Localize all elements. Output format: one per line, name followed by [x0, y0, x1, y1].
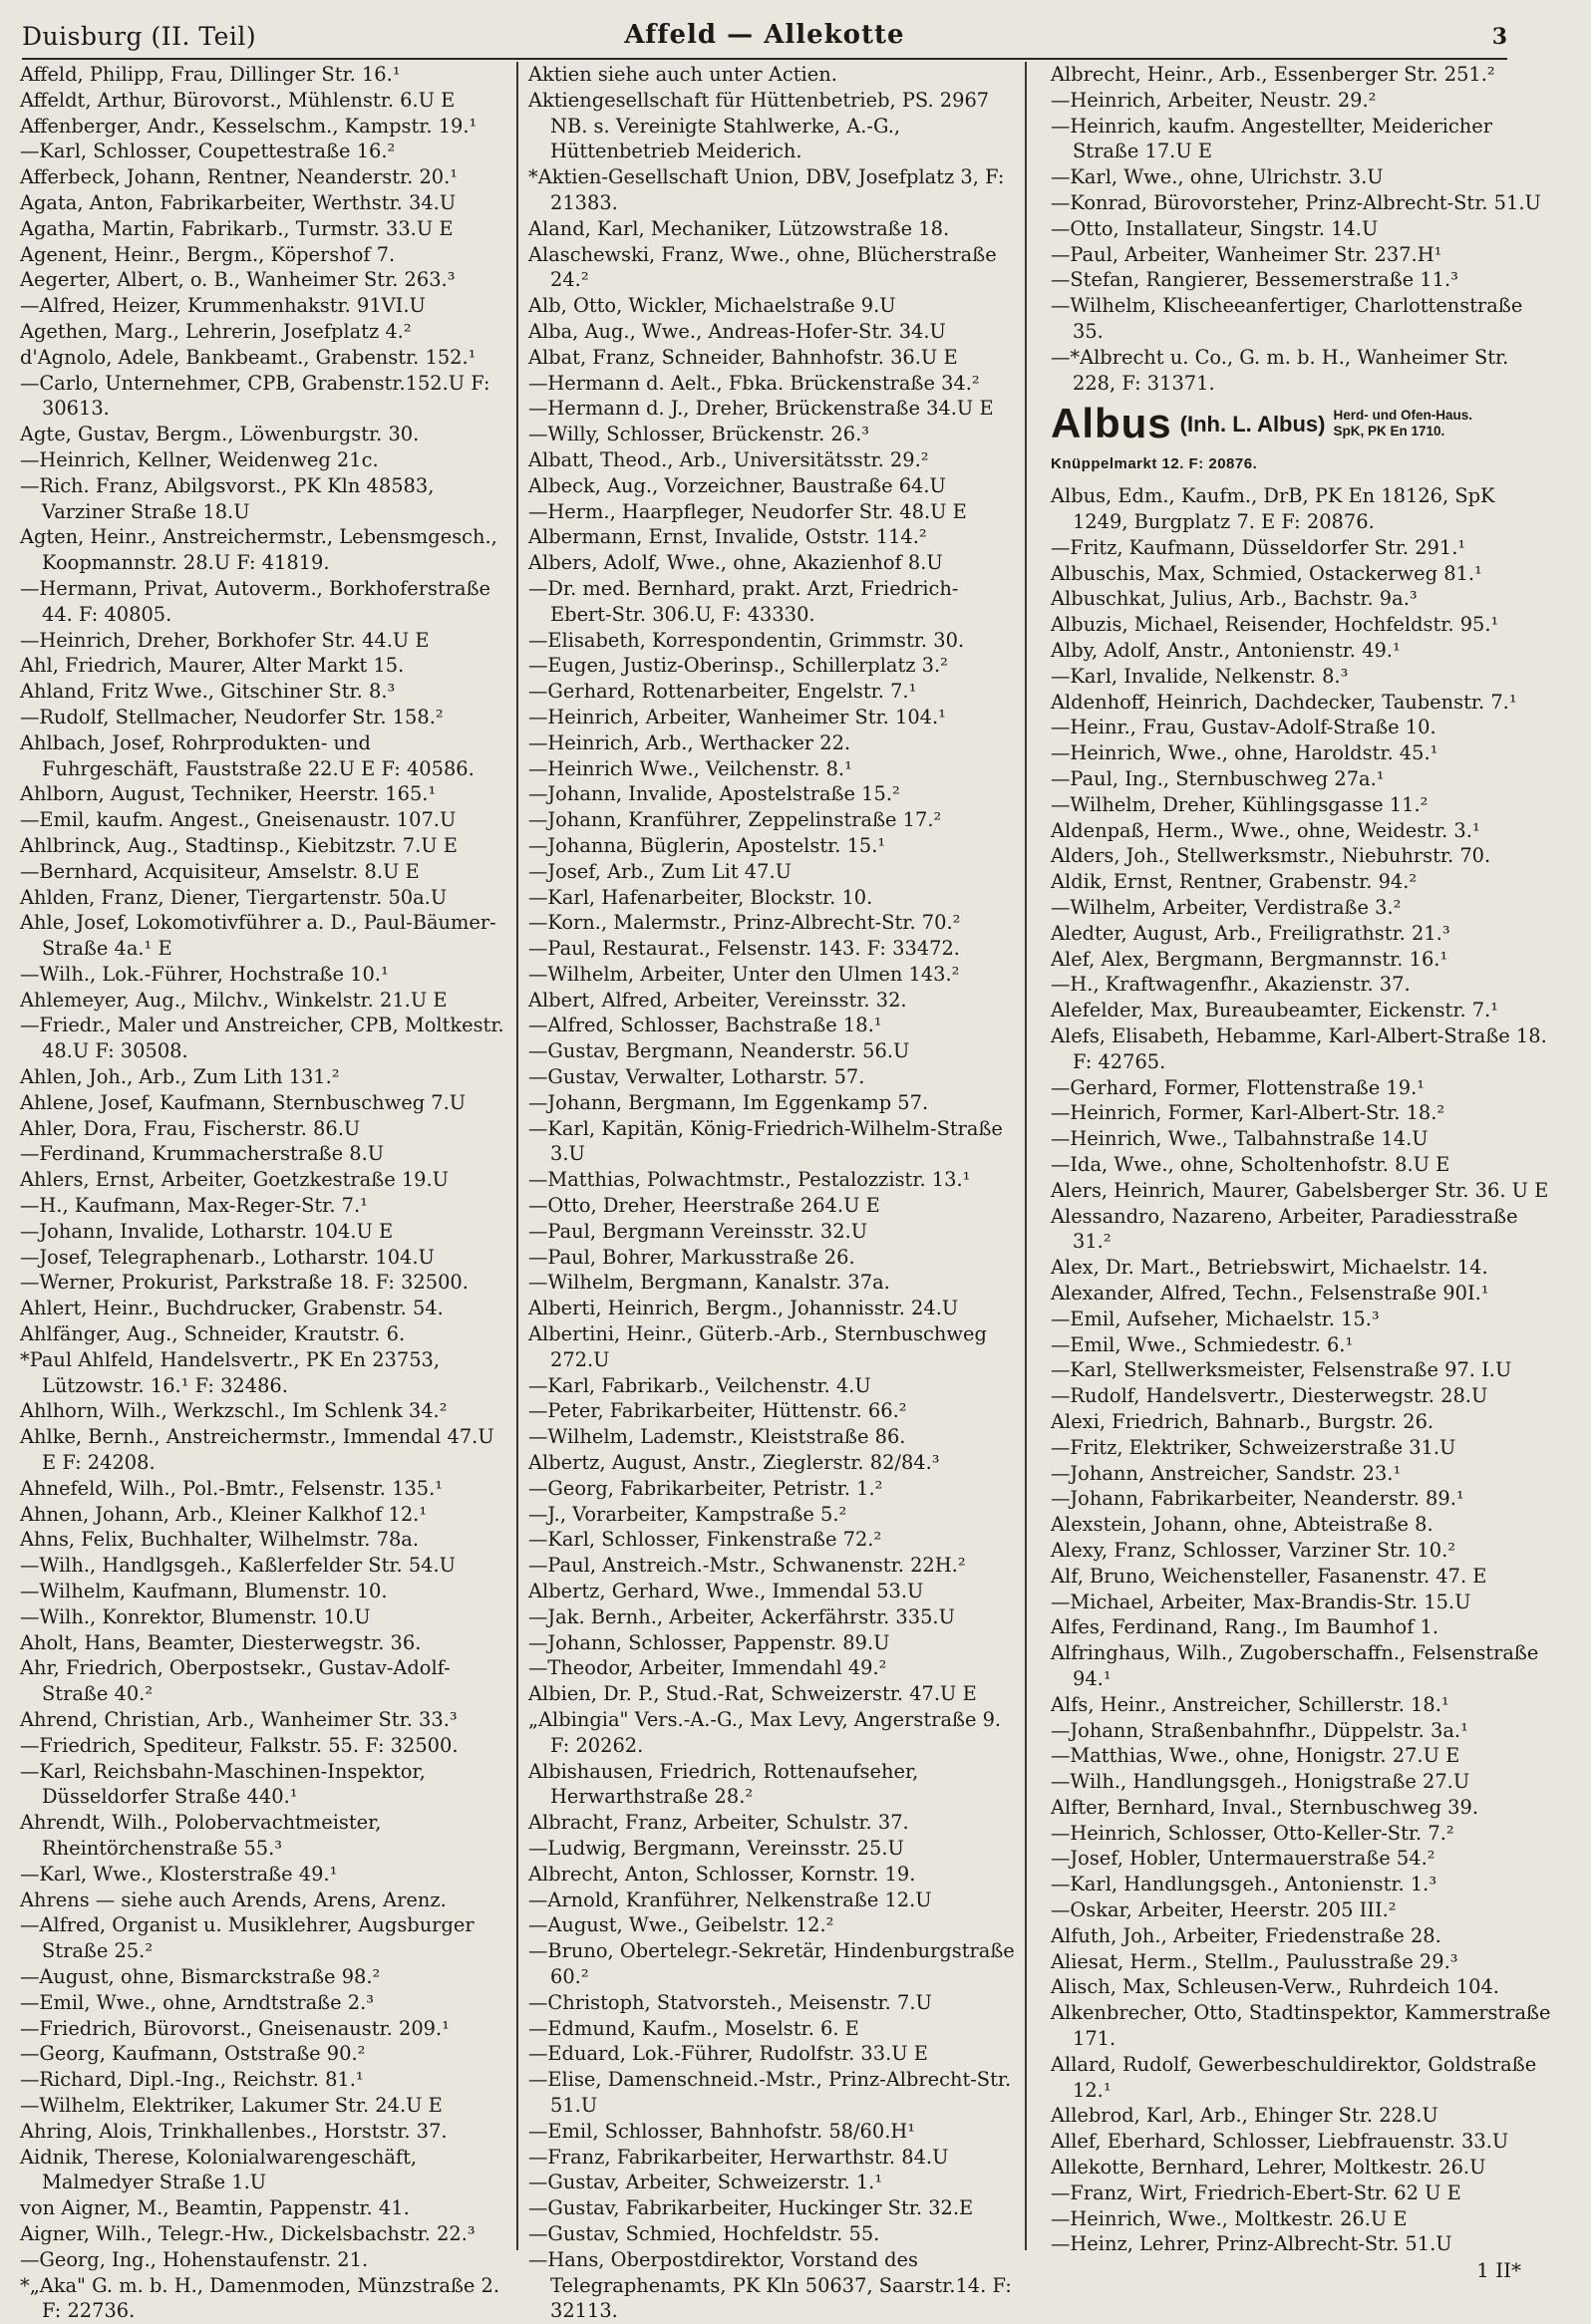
- directory-entry: Ahlene, Josef, Kaufmann, Sternbuschweg 7.U: [20, 1090, 467, 1114]
- directory-entry: —Heinrich, Former, Karl-Albert-Str. 18.²: [1051, 1101, 1445, 1125]
- directory-entry: —Edmund, Kaufm., Moselstr. 6. E: [528, 2016, 859, 2040]
- directory-entry: Ahns, Felix, Buchhalter, Wilhelmstr. 78a.: [20, 1528, 420, 1552]
- directory-entry: Agata, Anton, Fabrikarbeiter, Werthstr. 34.U: [20, 190, 457, 214]
- directory-entry: —Heinr., Frau, Gustav-Adolf-Straße 10.: [1051, 716, 1436, 739]
- directory-entry: Alfs, Heinr., Anstreicher, Schillerstr. 18.¹: [1051, 1692, 1449, 1716]
- directory-entry: —Johann, Invalide, Apostelstraße 15.²: [528, 782, 900, 806]
- directory-entry: —Heinrich, Arb., Werthacker 22.: [528, 730, 851, 754]
- directory-entry: Alers, Heinrich, Maurer, Gabelsberger Str. 36. U E: [1051, 1178, 1549, 1202]
- directory-entry: —Georg, Ing., Hohenstaufenstr. 21.: [20, 2247, 369, 2271]
- directory-entry: Alef, Alex, Bergmann, Bergmannstr. 16.¹: [1051, 947, 1448, 971]
- directory-entry: —Heinrich, Wwe., ohne, Haroldstr. 45.¹: [1051, 741, 1438, 765]
- directory-entry: Aholt, Hans, Beamter, Diesterwegstr. 36.: [20, 1630, 422, 1654]
- directory-entry: —Konrad, Bürovorsteher, Prinz-Albrecht-Str. 51.U: [1051, 190, 1541, 214]
- directory-entry: —Werner, Prokurist, Parkstraße 18. F: 32500.: [20, 1271, 469, 1295]
- directory-entry: —Eduard, Lok.-Führer, Rudolfstr. 33.U E: [528, 2042, 928, 2066]
- directory-entry: *„Aka" G. m. b. H., Damenmoden, Münzstraße 2. F: 22736.: [20, 2273, 500, 2323]
- directory-entry: Ahring, Alois, Trinkhallenbes., Horststr. 37.: [20, 2119, 448, 2143]
- directory-entry: Albuschis, Max, Schmied, Ostackerweg 81.¹: [1051, 561, 1482, 585]
- directory-entry: —Christoph, Statvorsteh., Meisenstr. 7.U: [528, 1990, 932, 2014]
- directory-entry: Aegerter, Albert, o. B., Wanheimer Str. 263.³: [20, 268, 456, 292]
- directory-entry: —Johann, Fabrikarbeiter, Neanderstr. 89.¹: [1051, 1487, 1464, 1511]
- directory-entry: Albracht, Franz, Arbeiter, Schulstr. 37.: [528, 1811, 909, 1835]
- ad-account: SpK, PK En 1710.: [1333, 424, 1445, 439]
- directory-entry: Ahrens — siehe auch Arends, Arens, Arenz.: [20, 1888, 447, 1911]
- header-range: Affeld — Allekotte: [624, 20, 905, 50]
- directory-entry: Alba, Aug., Wwe., Andreas-Hofer-Str. 34.U: [528, 319, 946, 343]
- directory-entry: —Franz, Fabrikarbeiter, Herwarthstr. 84.U: [528, 2145, 949, 2169]
- directory-entry: —Gustav, Verwalter, Lotharstr. 57.: [528, 1065, 865, 1089]
- ad-address: Knüppelmarkt 12. F: 20876.: [1051, 455, 1258, 473]
- directory-entry: —Rudolf, Stellmacher, Neudorfer Str. 158.²: [20, 705, 444, 728]
- directory-entry: Agten, Heinr., Anstreichermstr., Lebensmgesch., Koopmannstr. 28.U F: 41819.: [20, 525, 497, 575]
- directory-entry: Ahl, Friedrich, Maurer, Alter Markt 15.: [20, 654, 405, 678]
- directory-entry: Ahnefeld, Wilh., Pol.-Bmtr., Felsenstr. 135.¹: [20, 1476, 444, 1500]
- directory-entry: Agenent, Heinr., Bergm., Köpershof 7.: [20, 242, 396, 266]
- directory-entry: —Johann, Anstreicher, Sandstr. 23.¹: [1051, 1461, 1402, 1485]
- directory-entry: —Wilhelm, Kaufmann, Blumenstr. 10.: [20, 1580, 388, 1603]
- directory-entry: Albertz, Gerhard, Wwe., Immendal 53.U: [528, 1580, 924, 1603]
- directory-entry: —Wilh., Lok.-Führer, Hochstraße 10.¹: [20, 962, 389, 986]
- page-header: [22, 18, 1507, 60]
- directory-entry: —Fritz, Kaufmann, Düsseldorfer Str. 291.¹: [1051, 535, 1466, 559]
- ad-name: Albus: [1051, 400, 1172, 447]
- directory-entry: Aigner, Wilh., Telegr.-Hw., Dickelsbachstr. 22.³: [20, 2221, 476, 2245]
- directory-entry: Aktiengesellschaft für Hüttenbetrieb, PS. 2967 NB. s. Vereinigte Stahlwerke, A.-G., Hüttenbetrieb Meiderich.: [528, 88, 990, 163]
- directory-entry: —Bruno, Obertelegr.-Sekretär, Hindenburgstraße 60.²: [528, 1939, 1015, 1988]
- directory-entry: Agethen, Marg., Lehrerin, Josefplatz 4.²: [20, 319, 412, 343]
- directory-entry: —Alfred, Organist u. Musiklehrer, Augsburger Straße 25.²: [20, 1913, 475, 1963]
- directory-entry: Aland, Karl, Mechaniker, Lützowstraße 18.: [528, 216, 950, 240]
- directory-entry: —Bernhard, Acquisiteur, Amselstr. 8.U E: [20, 859, 420, 883]
- page-number: 3: [1491, 24, 1507, 50]
- directory-entry: —Ferdinand, Krummacherstraße 8.U: [20, 1142, 385, 1166]
- directory-entry: —Otto, Dreher, Heerstraße 264.U E: [528, 1194, 880, 1218]
- directory-entry: —Wilh., Handlungsgeh., Honigstraße 27.U: [1051, 1770, 1470, 1794]
- directory-entry: Alf, Bruno, Weichensteller, Fasanenstr. 47. E: [1051, 1564, 1487, 1588]
- directory-entry: —Theodor, Arbeiter, Immendahl 49.²: [528, 1656, 887, 1680]
- directory-entry: —H., Kraftwagenfhr., Akazienstr. 37.: [1051, 973, 1411, 997]
- directory-entry: —Karl, Schlosser, Coupettestraße 16.²: [20, 140, 396, 163]
- directory-entry: —Hermann d. Aelt., Fbka. Brückenstraße 34.²: [528, 371, 980, 395]
- directory-entry: —Johanna, Büglerin, Apostelstr. 15.¹: [528, 833, 886, 857]
- directory-entry: —Johann, Straßenbahnfhr., Düppelstr. 3a.¹: [1051, 1718, 1468, 1742]
- page-footer: 1 II*: [1476, 2258, 1521, 2282]
- directory-entry: Albrecht, Anton, Schlosser, Kornstr. 19.: [528, 1862, 916, 1886]
- directory-entry: Albus, Edm., Kaufm., DrB, PK En 18126, SpK 1249, Burgplatz 7. E F: 20876.: [1051, 484, 1495, 534]
- directory-entry: —Karl, Wwe., ohne, Ulrichstr. 3.U: [1051, 165, 1384, 189]
- directory-entry: —Elise, Damenschneid.-Mstr., Prinz-Albrecht-Str. 51.U: [528, 2068, 1012, 2117]
- column-3-top: [1051, 62, 1555, 396]
- directory-entry: —Wilhelm, Arbeiter, Unter den Ulmen 143.²: [528, 962, 960, 986]
- directory-entry: Ahlborn, August, Techniker, Heerstr. 165.¹: [20, 782, 437, 806]
- directory-entry: Aledter, August, Arb., Freiligrathstr. 21.³: [1051, 921, 1450, 945]
- directory-entry: —Wilhelm, Elektriker, Lakumer Str. 24.U E: [20, 2093, 443, 2117]
- ad-details: [1334, 408, 1473, 439]
- directory-entry: —August, ohne, Bismarckstraße 98.²: [20, 1964, 381, 1988]
- directory-entry: —Wilh., Konrektor, Blumenstr. 10.U: [20, 1604, 371, 1628]
- directory-entry: —Josef, Telegraphenarb., Lotharstr. 104.U: [20, 1245, 435, 1269]
- directory-entry: Allekotte, Bernhard, Lehrer, Moltkestr. 26.U: [1051, 2156, 1486, 2179]
- directory-entry: Albertz, August, Anstr., Zieglerstr. 82/84.³: [528, 1451, 940, 1475]
- directory-entry: Ahlbrinck, Aug., Stadtinsp., Kiebitzstr. 7.U E: [20, 833, 458, 857]
- directory-entry: Afferbeck, Johann, Rentner, Neanderstr. 20.¹: [20, 165, 459, 189]
- directory-entry: —Alfred, Heizer, Krummenhakstr. 91VI.U: [20, 294, 426, 318]
- column-1: [20, 62, 518, 2323]
- directory-entry: Albers, Adolf, Wwe., ohne, Akazienhof 8.U: [528, 551, 943, 575]
- directory-entry: —Johann, Bergmann, Im Eggenkamp 57.: [528, 1090, 929, 1114]
- directory-entry: —Paul, Ing., Sternbuschweg 27a.¹: [1051, 767, 1385, 791]
- directory-entry: —Ludwig, Bergmann, Vereinsstr. 25.U: [528, 1836, 904, 1860]
- directory-entry: —Friedrich, Spediteur, Falkstr. 55. F: 32500.: [20, 1733, 459, 1757]
- directory-entry: —Gustav, Schmied, Hochfeldstr. 55.: [528, 2221, 880, 2245]
- directory-entry: —Karl, Stellwerksmeister, Felsenstraße 97. I.U: [1051, 1358, 1512, 1382]
- directory-entry: —Wilhelm, Arbeiter, Verdistraße 3.²: [1051, 896, 1402, 919]
- directory-entry: —Karl, Invalide, Nelkenstr. 8.³: [1051, 664, 1349, 688]
- directory-entry: Ahr, Friedrich, Oberpostsekr., Gustav-Adolf-Straße 40.²: [20, 1656, 451, 1706]
- directory-entry: Ahlfänger, Aug., Schneider, Krautstr. 6.: [20, 1322, 406, 1346]
- directory-entry: —Wilhelm, Bergmann, Kanalstr. 37a.: [528, 1271, 890, 1295]
- directory-entry: —Emil, Schlosser, Bahnhofstr. 58/60.H¹: [528, 2119, 916, 2143]
- directory-entry: —*Albrecht u. Co., G. m. b. H., Wanheimer Str. 228, F: 31371.: [1051, 345, 1509, 395]
- directory-entry: —Karl, Wwe., Klosterstraße 49.¹: [20, 1862, 338, 1886]
- directory-entry: Affeldt, Arthur, Bürovorst., Mühlenstr. 6.U E: [20, 88, 456, 112]
- directory-entry: —Heinrich, Arbeiter, Wanheimer Str. 104.¹: [528, 705, 946, 728]
- directory-entry: *Paul Ahlfeld, Handelsvertr., PK En 23753, Lützowstr. 16.¹ F: 32486.: [20, 1347, 441, 1397]
- directory-entry: Ahlemeyer, Aug., Milchv., Winkelstr. 21.U E: [20, 988, 448, 1012]
- directory-entry: Alexi, Friedrich, Bahnarb., Burgstr. 26.: [1051, 1409, 1434, 1433]
- directory-entry: —Wilhelm, Klischeeanfertiger, Charlottenstraße 35.: [1051, 294, 1523, 343]
- directory-entry: —Hans, Oberpostdirektor, Vorstand des Telegraphenamts, PK Kln 50637, Saarstr.14. F: 32113.: [528, 2247, 1012, 2323]
- directory-entry: Alex, Dr. Mart., Betriebswirt, Michaelstr. 14.: [1051, 1256, 1488, 1280]
- directory-entry: —Heinrich, Dreher, Borkhofer Str. 44.U E: [20, 628, 430, 652]
- directory-entry: „Albingia" Vers.-A.-G., Max Levy, Angerstraße 9. F: 20262.: [528, 1708, 1002, 1757]
- directory-entry: —Herm., Haarpfleger, Neudorfer Str. 48.U E: [528, 499, 967, 523]
- directory-entry: —Emil, Aufseher, Michaelstr. 15.³: [1051, 1307, 1380, 1330]
- directory-entry: Alkenbrecher, Otto, Stadtinspektor, Kammerstraße 171.: [1051, 2001, 1551, 2051]
- directory-entry: Allef, Eberhard, Schlosser, Liebfrauenstr. 33.U: [1051, 2130, 1509, 2154]
- directory-entry: —Karl, Kapitän, König-Friedrich-Wilhelm-Straße 3.U: [528, 1116, 1003, 1166]
- directory-entry: Aliesat, Herm., Stellm., Paulusstraße 29.³: [1051, 1949, 1458, 1973]
- column-3-bottom: [1051, 483, 1555, 2257]
- directory-entry: —Paul, Bohrer, Markusstraße 26.: [528, 1245, 855, 1269]
- directory-entry: —Emil, Wwe., Schmiedestr. 6.¹: [1051, 1332, 1354, 1356]
- directory-entry: —Heinrich, Wwe., Talbahnstraße 14.U: [1051, 1127, 1429, 1151]
- directory-entry: Aldenpaß, Herm., Wwe., ohne, Weidestr. 3.¹: [1051, 818, 1480, 842]
- ad-business: Herd- und Ofen-Haus.: [1333, 408, 1473, 424]
- directory-entry: Albat, Franz, Schneider, Bahnhofstr. 36.U E: [528, 345, 958, 369]
- directory-entry: Alexstein, Johann, ohne, Abteistraße 8.: [1051, 1513, 1433, 1537]
- directory-entry: Alfes, Ferdinand, Rang., Im Baumhof 1.: [1051, 1615, 1439, 1639]
- column-3: [1037, 62, 1555, 2256]
- directory-entry: Alexy, Franz, Schlosser, Varziner Str. 10.²: [1051, 1538, 1456, 1562]
- directory-entry: —Emil, Wwe., ohne, Arndtstraße 2.³: [20, 1990, 375, 2014]
- directory-entry: Albeck, Aug., Vorzeichner, Baustraße 64.U: [528, 473, 946, 497]
- directory-entry: Alberti, Heinrich, Bergm., Johannisstr. 24.U: [528, 1297, 959, 1320]
- directory-entry: —Gustav, Arbeiter, Schweizerstr. 1.¹: [528, 2171, 883, 2194]
- directory-entry: —Friedrich, Bürovorst., Gneisenaustr. 209.¹: [20, 2016, 450, 2040]
- directory-entry: —Arnold, Kranführer, Nelkenstraße 12.U: [528, 1888, 932, 1911]
- directory-entry: —Wilhelm, Dreher, Kühlingsgasse 11.²: [1051, 792, 1429, 816]
- directory-entry: Ahle, Josef, Lokomotivführer a. D., Paul-Bäumer-Straße 4a.¹ E: [20, 911, 496, 961]
- directory-entry: —Dr. med. Bernhard, prakt. Arzt, Friedrich-Ebert-Str. 306.U, F: 43330.: [528, 576, 959, 626]
- directory-entry: —Paul, Anstreich.-Mstr., Schwanenstr. 22H.²: [528, 1554, 966, 1578]
- ad-owner: (Inh. L. Albus): [1179, 411, 1326, 436]
- directory-entry: —Heinrich, Wwe., Moltkestr. 26.U E: [1051, 2206, 1408, 2230]
- directory-entry: Agte, Gustav, Bergm., Löwenburgstr. 30.: [20, 423, 420, 446]
- column-2: [528, 62, 1027, 2323]
- directory-entry: —Karl, Fabrikarb., Veilchenstr. 4.U: [528, 1373, 871, 1397]
- directory-entry: Affenberger, Andr., Kesselschm., Kampstr. 19.¹: [20, 114, 477, 138]
- directory-entry: Ahrend, Christian, Arb., Wanheimer Str. 33.³: [20, 1708, 458, 1731]
- directory-entry: —Peter, Fabrikarbeiter, Hüttenstr. 66.²: [528, 1399, 907, 1423]
- directory-entry: —Gustav, Bergmann, Neanderstr. 56.U: [528, 1039, 910, 1063]
- directory-entry: *Aktien-Gesellschaft Union, DBV, Josefplatz 3, F: 21383.: [528, 165, 1005, 214]
- header-city: Duisburg (II. Teil): [22, 22, 257, 51]
- directory-entry: —Korn., Malermstr., Prinz-Albrecht-Str. 70.²: [528, 911, 961, 935]
- directory-entry: —Heinrich Wwe., Veilchenstr. 8.¹: [528, 756, 852, 780]
- directory-entry: —Eugen, Justiz-Oberinsp., Schillerplatz 3.²: [528, 654, 948, 678]
- directory-entry: —Franz, Wirt, Friedrich-Ebert-Str. 62 U E: [1051, 2180, 1461, 2204]
- directory-entry: Alexander, Alfred, Techn., Felsenstraße 90I.¹: [1051, 1281, 1489, 1305]
- directory-entry: Aktien siehe auch unter Actien.: [528, 63, 837, 86]
- directory-entry: —Johann, Schlosser, Pappenstr. 89.U: [528, 1630, 890, 1654]
- directory-entry: —Heinrich, Arbeiter, Neustr. 29.²: [1051, 88, 1377, 112]
- directory-entry: —Hermann d. J., Dreher, Brückenstraße 34.U E: [528, 397, 994, 421]
- directory-entry: Ahlers, Ernst, Arbeiter, Goetzkestraße 19.U: [20, 1168, 450, 1192]
- directory-entry: —Rudolf, Handelsvertr., Diesterwegstr. 28.U: [1051, 1384, 1488, 1408]
- directory-entry: Ahlbach, Josef, Rohrprodukten- und Fuhrgeschäft, Fauststraße 22.U E F: 40586.: [20, 730, 475, 780]
- directory-entry: Albrecht, Heinr., Arb., Essenberger Str. 251.²: [1051, 63, 1495, 86]
- directory-entry: —Otto, Installateur, Singstr. 14.U: [1051, 216, 1379, 240]
- directory-entry: Ahland, Fritz Wwe., Gitschiner Str. 8.³: [20, 680, 396, 704]
- directory-entry: Albishausen, Friedrich, Rottenaufseher, Herwarthstraße 28.²: [528, 1759, 919, 1809]
- directory-entry: —Ida, Wwe., ohne, Scholtenhofstr. 8.U E: [1051, 1152, 1450, 1176]
- directory-entry: Alisch, Max, Schleusen-Verw., Ruhrdeich 104.: [1051, 1975, 1499, 1999]
- directory-entry: von Aigner, M., Beamtin, Pappenstr. 41.: [20, 2196, 410, 2220]
- directory-entry: Agatha, Martin, Fabrikarb., Turmstr. 33.U E: [20, 216, 454, 240]
- directory-entry: —Karl, Handlungsgeh., Antonienstr. 1.³: [1051, 1873, 1437, 1896]
- directory-entry: —Matthias, Polwachtmstr., Pestalozzistr. 13.¹: [528, 1168, 971, 1192]
- directory-entry: Alfter, Bernhard, Inval., Sternbuschweg 39.: [1051, 1795, 1479, 1819]
- directory-entry: Alfuth, Joh., Arbeiter, Friedenstraße 28.: [1051, 1923, 1441, 1947]
- directory-entry: Ahlert, Heinr., Buchdrucker, Grabenstr. 54.: [20, 1297, 444, 1320]
- advertisement: [1051, 402, 1555, 445]
- directory-entry: —Paul, Restaurat., Felsenstr. 143. F: 33472.: [528, 937, 960, 961]
- directory-entry: Alessandro, Nazareno, Arbeiter, Paradiesstraße 31.²: [1051, 1204, 1518, 1254]
- directory-entry: —Emil, kaufm. Angest., Gneisenaustr. 107.U: [20, 808, 457, 832]
- directory-entry: Alaschewski, Franz, Wwe., ohne, Blücherstraße 24.²: [528, 242, 997, 292]
- directory-entry: —Willy, Schlosser, Brückenstr. 26.³: [528, 423, 870, 446]
- directory-entry: Albuzis, Michael, Reisender, Hochfeldstr. 95.¹: [1051, 613, 1499, 637]
- directory-entry: —Johann, Invalide, Lotharstr. 104.U E: [20, 1219, 394, 1243]
- directory-entry: Aldenhoff, Heinrich, Dachdecker, Taubenstr. 7.¹: [1051, 690, 1517, 714]
- directory-entry: Alefelder, Max, Bureaubeamter, Eickenstr. 7.¹: [1051, 999, 1499, 1022]
- directory-entry: —Stefan, Rangierer, Bessemerstraße 11.³: [1051, 268, 1458, 292]
- directory-entry: —Josef, Arb., Zum Lit 47.U: [528, 859, 792, 883]
- directory-entry: —Johann, Kranführer, Zeppelinstraße 17.²: [528, 808, 942, 832]
- directory-entry: Alby, Adolf, Anstr., Antonienstr. 49.¹: [1051, 639, 1401, 663]
- directory-entry: Ahnen, Johann, Arb., Kleiner Kalkhof 12.¹: [20, 1502, 428, 1526]
- directory-entry: Albien, Dr. P., Stud.-Rat, Schweizerstr. 47.U E: [528, 1682, 977, 1706]
- directory-entry: Alders, Joh., Stellwerksmstr., Niebuhrstr. 70.: [1051, 844, 1491, 868]
- directory-entry: —Gerhard, Former, Flottenstraße 19.¹: [1051, 1075, 1426, 1099]
- directory-entry: —Heinz, Lehrer, Prinz-Albrecht-Str. 51.U: [1051, 2232, 1452, 2256]
- directory-entry: —Karl, Schlosser, Finkenstraße 72.²: [528, 1528, 882, 1552]
- directory-entry: —Elisabeth, Korrespondentin, Grimmstr. 30.: [528, 628, 965, 652]
- directory-entry: Ahlhorn, Wilh., Werkzschl., Im Schlenk 34.²: [20, 1399, 448, 1423]
- directory-entry: Alb, Otto, Wickler, Michaelstraße 9.U: [528, 294, 896, 318]
- directory-entry: —Wilh., Handlgsgeh., Kaßlerfelder Str. 54.U: [20, 1554, 457, 1578]
- directory-entry: —Heinrich, kaufm. Angestellter, Meidericher Straße 17.U E: [1051, 114, 1493, 163]
- directory-entry: —Karl, Reichsbahn-Maschinen-Inspektor, Düsseldorfer Straße 440.¹: [20, 1759, 426, 1809]
- directory-entry: —Georg, Kaufmann, Oststraße 90.²: [20, 2042, 366, 2066]
- directory-entry: —Jak. Bernh., Arbeiter, Ackerfährstr. 335.U: [528, 1604, 955, 1628]
- directory-entry: —Rich. Franz, Abilgsvorst., PK Kln 48583, Varziner Straße 18.U: [20, 473, 435, 523]
- directory-entry: Ahlke, Bernh., Anstreichermstr., Immendal 47.U E F: 24208.: [20, 1425, 494, 1475]
- directory-entry: —Wilhelm, Lademstr., Kleiststraße 86.: [528, 1425, 906, 1449]
- directory-entry: —Carlo, Unternehmer, CPB, Grabenstr.152.U F: 30613.: [20, 371, 490, 421]
- directory-entry: Albatt, Theod., Arb., Universitätsstr. 29.²: [528, 447, 929, 471]
- directory-entry: —Fritz, Elektriker, Schweizerstraße 31.U: [1051, 1435, 1456, 1459]
- directory-entry: Albermann, Ernst, Invalide, Oststr. 114.²: [528, 525, 927, 549]
- directory-entry: Allard, Rudolf, Gewerbeschuldirektor, Goldstraße 12.¹: [1051, 2052, 1537, 2102]
- directory-entry: Albert, Alfred, Arbeiter, Vereinsstr. 32.: [528, 988, 907, 1012]
- directory-entry: —Georg, Fabrikarbeiter, Petristr. 1.²: [528, 1476, 883, 1500]
- directory-entry: Aidnik, Therese, Kolonialwarengeschäft, Malmedyer Straße 1.U: [20, 2145, 418, 2194]
- directory-entry: —Alfred, Schlosser, Bachstraße 18.¹: [528, 1014, 882, 1037]
- directory-entry: —Gerhard, Rottenarbeiter, Engelstr. 7.¹: [528, 680, 917, 704]
- directory-entry: Alefs, Elisabeth, Hebamme, Karl-Albert-Straße 18. F: 42765.: [1051, 1023, 1547, 1073]
- directory-entry: —J., Vorarbeiter, Kampstraße 5.²: [528, 1502, 847, 1526]
- directory-entry: —Heinrich, Schlosser, Otto-Keller-Str. 7.²: [1051, 1821, 1454, 1845]
- directory-entry: Albertini, Heinr., Güterb.-Arb., Sternbuschweg 272.U: [528, 1322, 987, 1371]
- directory-entry: Affeld, Philipp, Frau, Dillinger Str. 16.¹: [20, 63, 401, 86]
- directory-entry: —Karl, Hafenarbeiter, Blockstr. 10.: [528, 885, 873, 909]
- directory-entry: —H., Kaufmann, Max-Reger-Str. 7.¹: [20, 1194, 368, 1218]
- directory-entry: Ahler, Dora, Frau, Fischerstr. 86.U: [20, 1116, 361, 1140]
- directory-entry: d'Agnolo, Adele, Bankbeamt., Grabenstr. 152.¹: [20, 345, 477, 369]
- directory-entry: —Paul, Arbeiter, Wanheimer Str. 237.H¹: [1051, 242, 1442, 266]
- directory-entry: —Gustav, Fabrikarbeiter, Huckinger Str. 32.E: [528, 2196, 974, 2220]
- directory-entry: —Josef, Hobler, Untermauerstraße 54.²: [1051, 1847, 1435, 1871]
- directory-entry: —Michael, Arbeiter, Max-Brandis-Str. 15.U: [1051, 1590, 1471, 1613]
- directory-entry: Ahlden, Franz, Diener, Tiergartenstr. 50a.U: [20, 885, 448, 909]
- directory-entry: Allebrod, Karl, Arb., Ehinger Str. 228.U: [1051, 2104, 1438, 2128]
- directory-entry: —Matthias, Wwe., ohne, Honigstr. 27.U E: [1051, 1744, 1460, 1768]
- directory-entry: —Friedr., Maler und Anstreicher, CPB, Moltkestr. 48.U F: 30508.: [20, 1014, 504, 1063]
- directory-entry: —Heinrich, Kellner, Weidenweg 21c.: [20, 447, 379, 471]
- directory-entry: Albuschkat, Julius, Arb., Bachstr. 9a.³: [1051, 587, 1418, 611]
- directory-entry: —Richard, Dipl.-Ing., Reichstr. 81.¹: [20, 2068, 364, 2092]
- directory-entry: Aldik, Ernst, Rentner, Grabenstr. 94.²: [1051, 870, 1418, 894]
- directory-entry: —Hermann, Privat, Autoverm., Borkhoferstraße 44. F: 40805.: [20, 576, 491, 626]
- directory-entry: Ahlen, Joh., Arb., Zum Lith 131.²: [20, 1065, 340, 1089]
- directory-entry: —Oskar, Arbeiter, Heerstr. 205 III.²: [1051, 1898, 1397, 1922]
- directory-entry: Ahrendt, Wilh., Polobervachtmeister, Rheintörchenstraße 55.³: [20, 1811, 382, 1860]
- directory-entry: —August, Wwe., Geibelstr. 12.²: [528, 1913, 834, 1937]
- directory-entry: —Paul, Bergmann Vereinsstr. 32.U: [528, 1219, 868, 1243]
- directory-entry: Alfringhaus, Wilh., Zugoberschaffn., Felsenstraße 94.¹: [1051, 1641, 1539, 1690]
